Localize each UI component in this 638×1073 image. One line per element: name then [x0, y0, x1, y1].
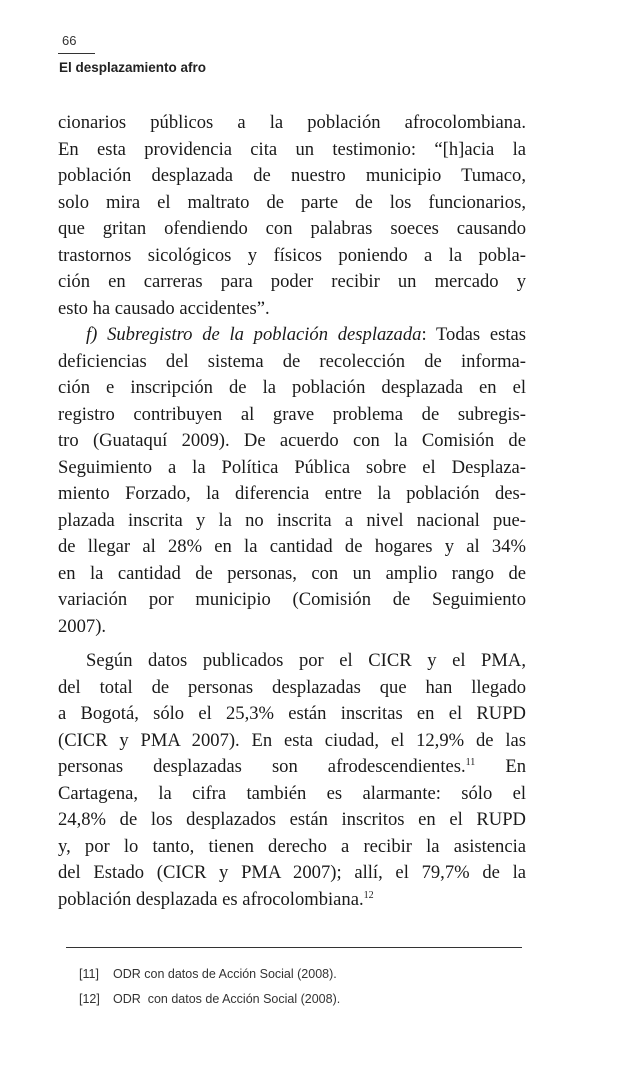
footnotes: [79, 962, 340, 1012]
running-head: El desplazamiento afro: [59, 60, 207, 75]
text-fragment: : Todas estas: [421, 324, 527, 345]
text-line: [58, 754, 526, 781]
text-fragment: población desplazada es afrocolombiana.: [58, 888, 364, 910]
text-line: cionarios públicos a la población afrocolombiana.: [58, 112, 526, 133]
footnote-12: [79, 987, 340, 1012]
text-fragment: personas desplazadas son afrodescendientes.: [58, 756, 466, 777]
text-line: solo mira el maltrato de parte de los funcionarios,: [58, 191, 526, 213]
paragraph-3: [58, 648, 526, 913]
text-line: plazada inscrita y la no inscrita a nivel nacional pue-: [58, 509, 526, 531]
text-line: [58, 887, 526, 914]
footnote-ref-12[interactable]: 12: [363, 889, 374, 901]
section-heading-italic: f) Subregistro de la población desplazada: [86, 324, 422, 345]
footnote-rule: [66, 947, 522, 948]
body-text: [58, 110, 526, 913]
text-line: en la cantidad de personas, con un amplio rango de: [58, 562, 526, 584]
text-line: que gritan ofendiendo con palabras soeces causando: [58, 218, 526, 239]
text-line: ción e inscripción de la población desplazada en el: [58, 377, 526, 398]
text-line: y, por lo tanto, tienen derecho a recibir la asistencia: [58, 835, 526, 857]
text-line: tro (Guataquí 2009). De acuerdo con la Comisión de: [58, 430, 526, 451]
footnote-text: ODR con datos de Acción Social (2008).: [113, 967, 337, 981]
footnote-mark: [11]: [79, 967, 99, 981]
text-line: 2007).: [58, 615, 107, 637]
header-rule: [58, 53, 95, 54]
text-line: Cartagena, la cifra también es alarmante: sólo el: [58, 782, 526, 804]
text-line: deficiencias del sistema de recolección de informa-: [58, 350, 526, 372]
footnote-text: ODR con datos de Acción Social (2008).: [113, 992, 341, 1006]
text-line: Seguimiento a la Política Pública sobre el Desplaza-: [58, 456, 526, 478]
text-line: ción en carreras para poder recibir un mercado y: [58, 271, 526, 292]
text-fragment: En: [475, 756, 526, 777]
text-line: variación por municipio (Comisión de Seguimiento: [58, 589, 526, 610]
text-line: En esta providencia cita un testimonio: “[h]acia la: [58, 138, 526, 160]
text-line: esto ha causado accidentes”.: [58, 297, 270, 319]
text-line: miento Forzado, la diferencia entre la población des-: [58, 483, 526, 504]
paragraph-2: [58, 322, 526, 640]
text-line: del Estado (CICR y PMA 2007); allí, el 79,7% de la: [58, 862, 526, 883]
footnote-mark: [12]: [79, 992, 100, 1006]
text-line: trastornos sicológicos y físicos poniendo a la pobla-: [58, 244, 526, 266]
footnote-ref-11[interactable]: 11: [465, 757, 476, 768]
text-line: de llegar al 28% en la cantidad de hogares y al 34%: [58, 536, 526, 557]
text-line: a Bogotá, sólo el 25,3% están inscritas en el RUPD: [58, 703, 526, 724]
text-line: Según datos publicados por el CICR y el PMA,: [86, 650, 526, 671]
text-line: 24,8% de los desplazados están inscritos en el RUPD: [58, 809, 526, 830]
text-line: [58, 322, 526, 349]
text-line: del total de personas desplazadas que han llegado: [58, 676, 526, 698]
text-line: registro contribuyen al grave problema de subregis-: [58, 403, 526, 425]
text-line: población desplazada de nuestro municipio Tumaco,: [58, 165, 526, 186]
page-number: 66: [62, 33, 77, 48]
paragraph-1: [58, 110, 526, 322]
footnote-11: [79, 962, 340, 987]
text-line: (CICR y PMA 2007). En esta ciudad, el 12,9% de las: [58, 729, 526, 751]
